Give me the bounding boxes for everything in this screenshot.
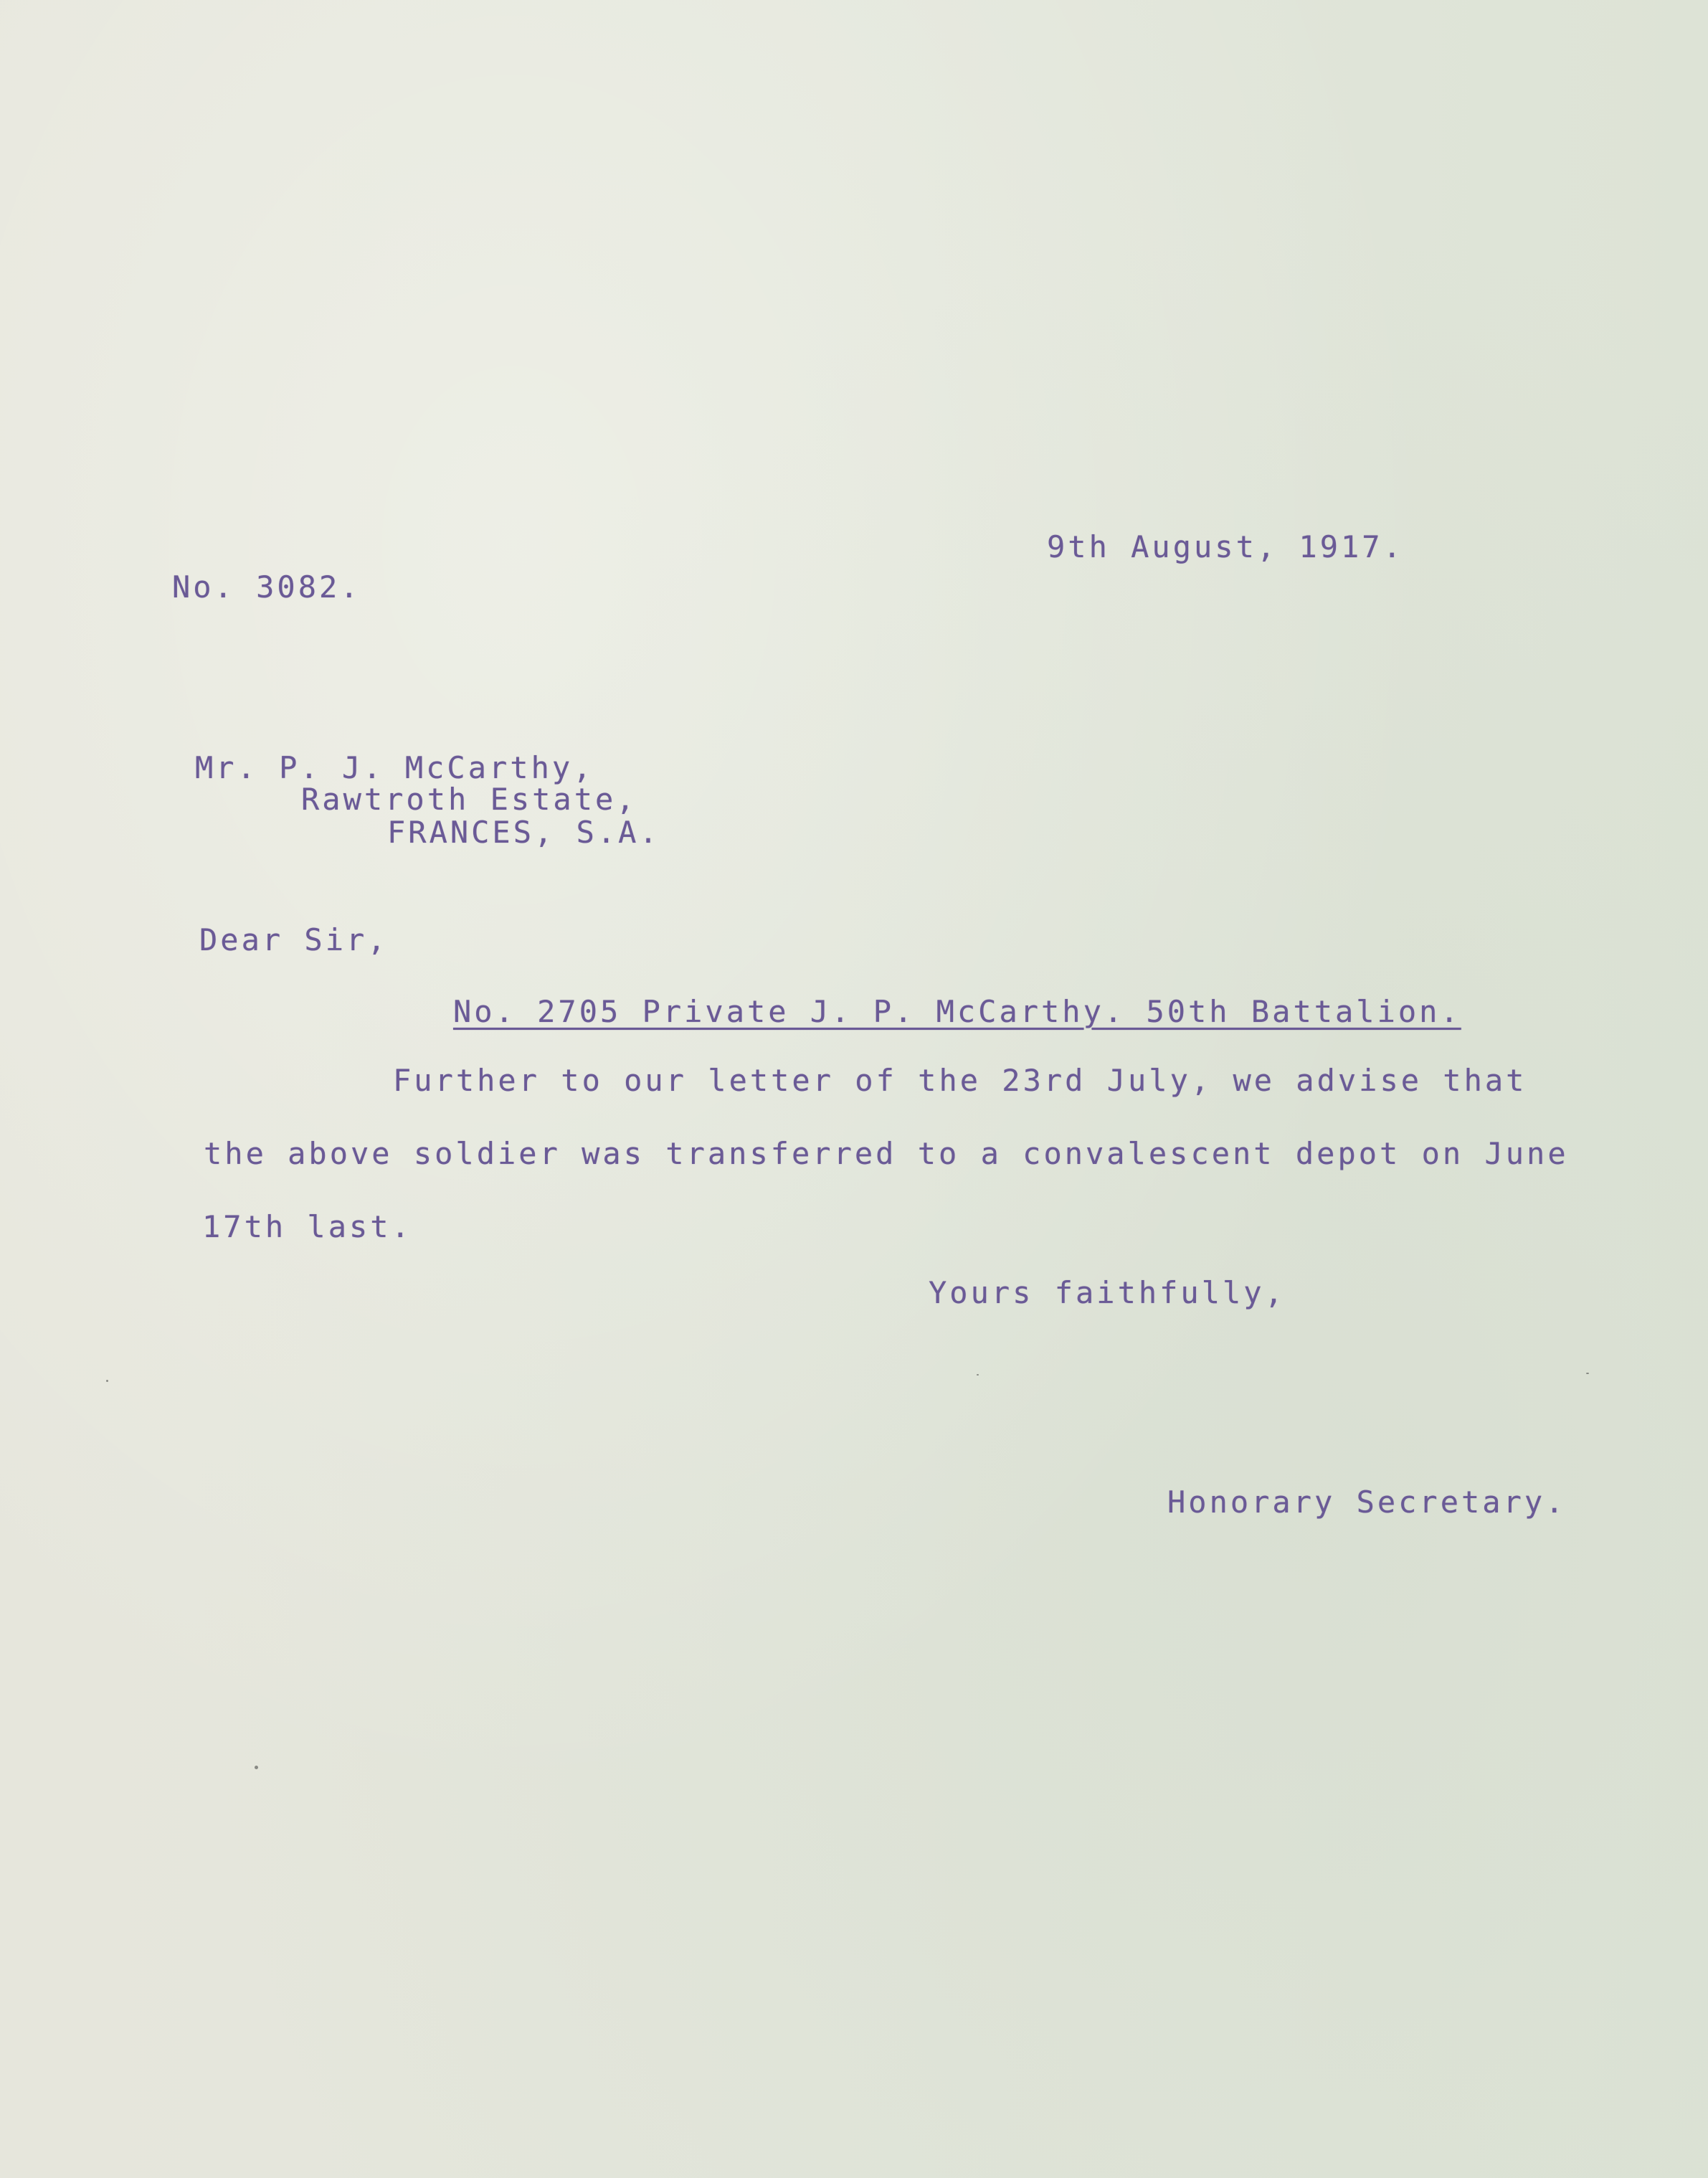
letter-date: 9th August, 1917.: [1047, 529, 1404, 564]
paper-speck: [977, 1374, 979, 1376]
recipient-location: FRANCES, S.A.: [387, 815, 660, 850]
reference-number: No. 3082.: [172, 569, 361, 605]
salutation: Dear Sir,: [199, 922, 389, 957]
body-line: 17th last.: [202, 1209, 412, 1244]
paper-speck: [106, 1380, 108, 1382]
body-line: Further to our letter of the 23rd July, we advise that: [393, 1063, 1527, 1098]
recipient-estate: Rawtroth Estate,: [301, 782, 637, 817]
body-line: the above soldier was transferred to a convalescent depot on June: [204, 1136, 1569, 1171]
signature-title: Honorary Secretary.: [1167, 1485, 1567, 1520]
paper-speck: [255, 1766, 258, 1769]
subject-line: No. 2705 Private J. P. McCarthy. 50th Battalion.: [453, 994, 1461, 1029]
recipient-name: Mr. P. J. McCarthy,: [195, 750, 594, 785]
paper-speck: [1586, 1373, 1589, 1374]
closing: Yours faithfully,: [929, 1275, 1286, 1310]
